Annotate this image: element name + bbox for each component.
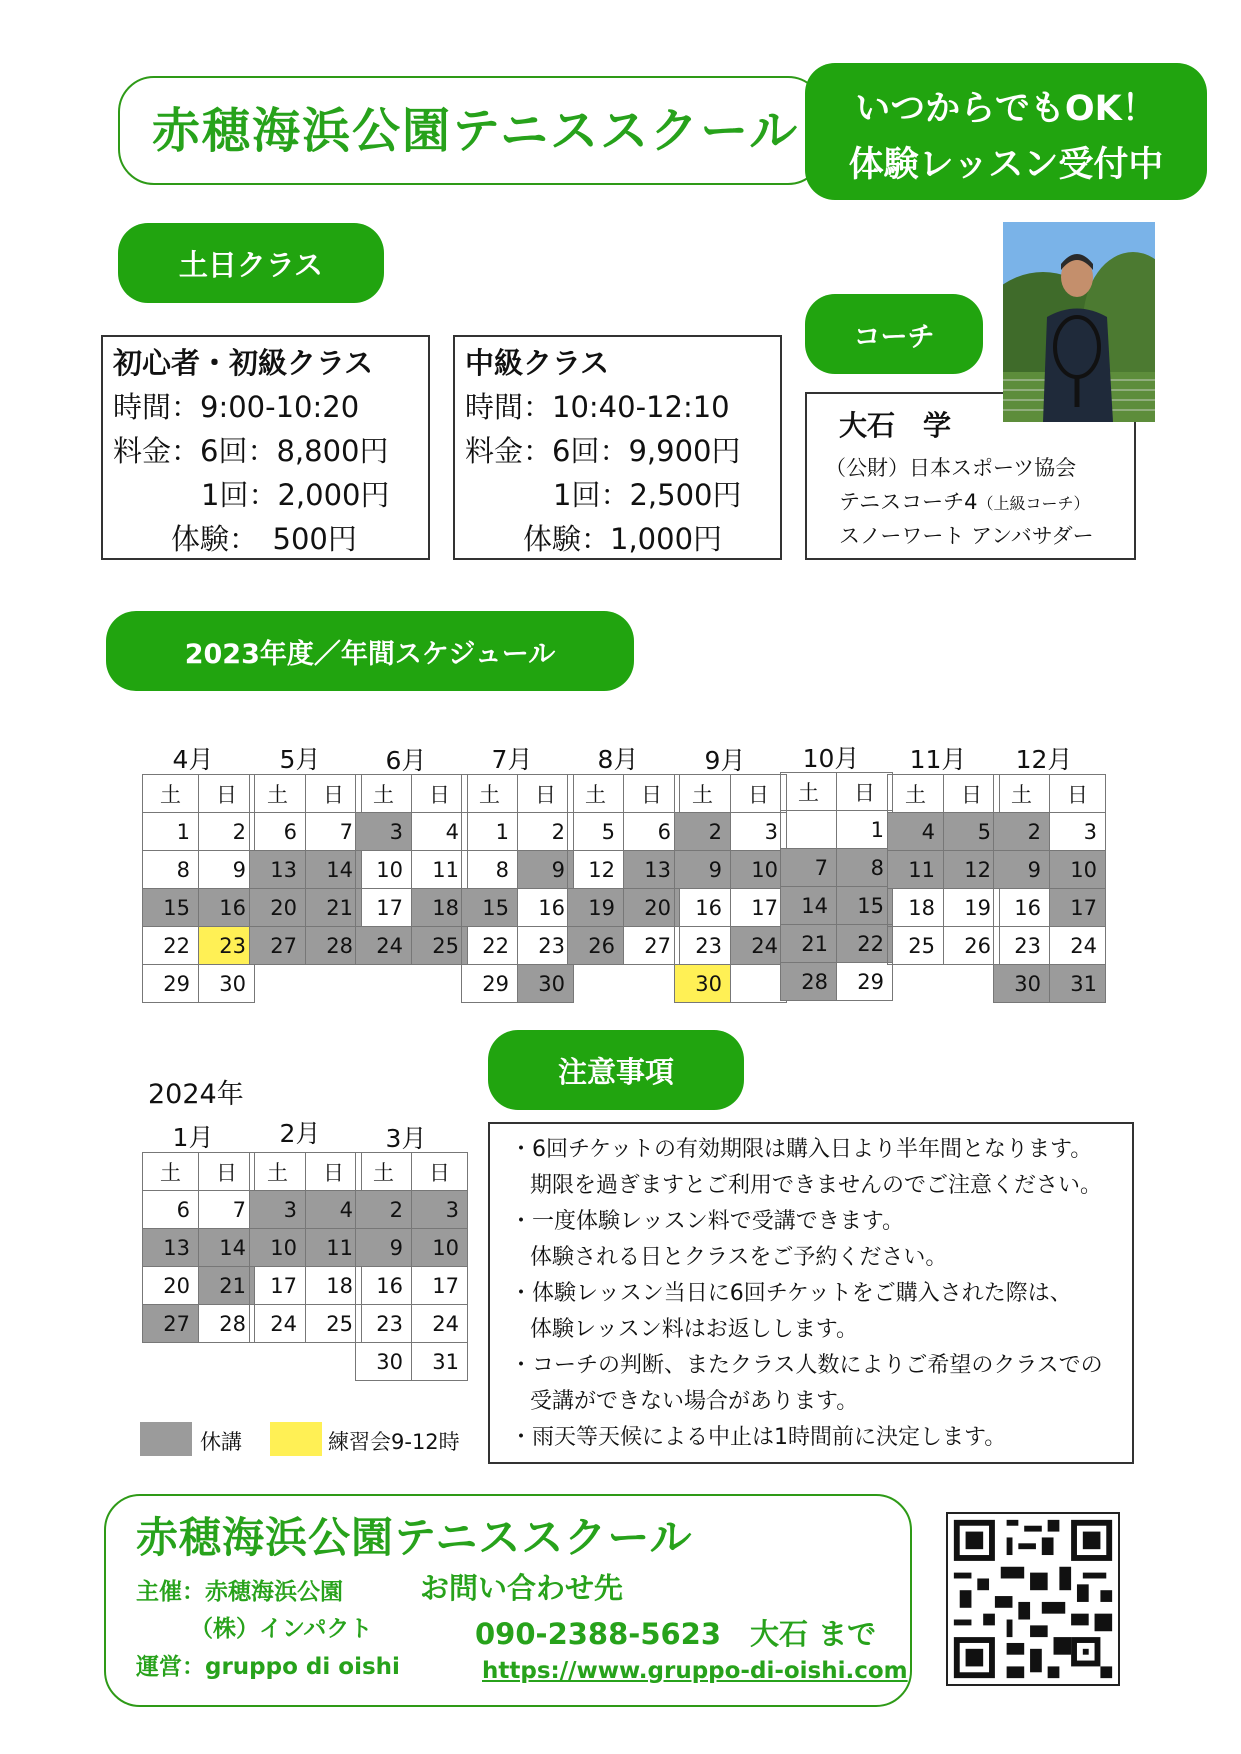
- intermediate-class-title: 中級クラス: [465, 346, 610, 380]
- contact-label: お問い合わせ先: [420, 1571, 624, 1605]
- month-label: 10月: [802, 744, 860, 773]
- sun-header: 日: [199, 775, 255, 813]
- month-label: 6月: [385, 746, 427, 775]
- coach-qualification-note: （上級コーチ）: [977, 494, 1090, 513]
- day-cell: 19: [944, 889, 1000, 927]
- day-cell: 21: [306, 889, 362, 927]
- day-cell: 30: [675, 965, 731, 1003]
- weekend-class-heading: 土日クラス: [118, 223, 384, 303]
- day-cell: 16: [994, 889, 1050, 927]
- sun-header: 日: [412, 775, 468, 813]
- day-cell: 23: [518, 927, 574, 965]
- day-cell: 10: [731, 851, 787, 889]
- coach-qualification-main: テニスコーチ4: [839, 490, 978, 514]
- day-cell: 22: [462, 927, 518, 965]
- month-label: 1月: [172, 1123, 214, 1152]
- day-cell: 3: [356, 813, 412, 851]
- notes-box: [488, 1122, 1134, 1464]
- day-cell: 17: [356, 889, 412, 927]
- day-cell: 26: [944, 927, 1000, 965]
- day-cell: 23: [675, 927, 731, 965]
- day-cell: 14: [306, 851, 362, 889]
- month-calendar: [461, 774, 574, 1003]
- day-cell: 12: [944, 851, 1000, 889]
- day-cell: 29: [143, 965, 199, 1003]
- month-label: 9月: [704, 746, 746, 775]
- sat-header: 土: [781, 773, 837, 811]
- day-cell: 31: [412, 1343, 468, 1381]
- day-cell: 21: [781, 925, 837, 963]
- day-cell: 10: [356, 851, 412, 889]
- day-cell: 31: [1050, 965, 1106, 1003]
- month-label: 8月: [597, 745, 639, 774]
- month-calendar: [567, 774, 680, 965]
- day-cell: 25: [306, 1305, 362, 1343]
- sun-header: 日: [412, 1153, 468, 1191]
- beginner-class-box: [101, 335, 430, 560]
- legend-closed-label: 休講: [200, 1430, 242, 1454]
- intermediate-class-time: 時間：10:40-12:10: [465, 390, 730, 424]
- day-cell: 1: [143, 813, 199, 851]
- day-cell: 13: [624, 851, 680, 889]
- sun-header: 日: [944, 775, 1000, 813]
- month-label: 7月: [491, 745, 533, 774]
- coach-affiliation: （公財）日本スポーツ協会: [825, 456, 1077, 480]
- footer-operator: 運営：gruppo di oishi: [136, 1654, 400, 1680]
- day-cell: 7: [199, 1191, 255, 1229]
- day-cell: 18: [306, 1267, 362, 1305]
- sat-header: 土: [462, 775, 518, 813]
- day-cell: 10: [250, 1229, 306, 1267]
- note-line: 体験される日とクラスをご予約ください。: [530, 1245, 948, 1270]
- beginner-class-fee-1: 1回：2,000円: [201, 478, 390, 512]
- day-cell: 27: [624, 927, 680, 965]
- footer-company: （株）インパクト: [190, 1616, 373, 1642]
- sat-header: 土: [250, 1153, 306, 1191]
- day-cell: 2: [518, 813, 574, 851]
- day-cell: 17: [412, 1267, 468, 1305]
- schedule-heading: 2023年度／年間スケジュール: [106, 611, 634, 691]
- day-cell: 13: [250, 851, 306, 889]
- day-cell: 2: [675, 813, 731, 851]
- day-cell: 1: [837, 811, 893, 849]
- beginner-class-fee-6: 料金：6回：8,800円: [113, 434, 389, 468]
- day-cell: 17: [1050, 889, 1106, 927]
- qr-code-image: [948, 1514, 1118, 1684]
- website-link[interactable]: https://www.gruppo-di-oishi.com: [482, 1658, 908, 1684]
- note-line: ・雨天等天候による中止は1時間前に決定します。: [510, 1425, 1007, 1450]
- coach-qualification: [839, 486, 1090, 516]
- trial-line-2: 体験レッスン受付中: [848, 145, 1164, 185]
- day-cell: 30: [356, 1343, 412, 1381]
- note-line: 期限を過ぎますとご利用できませんのでご注意ください。: [530, 1173, 1103, 1198]
- sat-header: 土: [250, 775, 306, 813]
- day-cell: 14: [781, 887, 837, 925]
- day-cell: 14: [199, 1229, 255, 1267]
- day-cell: 9: [675, 851, 731, 889]
- day-cell: 3: [731, 813, 787, 851]
- day-cell: 13: [143, 1229, 199, 1267]
- day-cell: 23: [356, 1305, 412, 1343]
- sat-header: 土: [994, 775, 1050, 813]
- contact-phone[interactable]: 090-2388-5623 大石 まで: [475, 1617, 877, 1651]
- month-calendar: [142, 774, 255, 1003]
- day-cell: 21: [199, 1267, 255, 1305]
- legend-practice-swatch: [270, 1422, 322, 1456]
- note-line: ・コーチの判断、またクラス人数によりご希望のクラスでの: [510, 1353, 1103, 1378]
- day-cell: 18: [412, 889, 468, 927]
- day-cell: 24: [1050, 927, 1106, 965]
- day-cell: 12: [568, 851, 624, 889]
- month-calendar: [249, 1152, 362, 1343]
- sun-header: 日: [731, 775, 787, 813]
- sat-header: 土: [143, 1153, 199, 1191]
- day-cell: 19: [568, 889, 624, 927]
- day-cell: 22: [143, 927, 199, 965]
- month-label: 4月: [172, 745, 214, 774]
- note-line: ・体験レッスン当日に6回チケットをご購入された際は、: [510, 1281, 1072, 1306]
- sun-header: 日: [624, 775, 680, 813]
- legend-closed-swatch: [140, 1422, 192, 1456]
- month-calendar: [887, 774, 1000, 965]
- trial-line-1: いつからでもOK！: [855, 89, 1157, 129]
- day-cell: 28: [781, 963, 837, 1001]
- sun-header: 日: [306, 775, 362, 813]
- month-calendar: [674, 774, 787, 1003]
- day-cell: 15: [462, 889, 518, 927]
- sat-header: 土: [675, 775, 731, 813]
- sat-header: 土: [568, 775, 624, 813]
- day-cell: 6: [624, 813, 680, 851]
- day-cell: 8: [462, 851, 518, 889]
- day-cell: 10: [412, 1229, 468, 1267]
- coach-ambassador: スノーワート アンバサダー: [839, 524, 1094, 548]
- sun-header: 日: [199, 1153, 255, 1191]
- intermediate-class-fee-6: 料金：6回：9,900円: [465, 434, 741, 468]
- month-calendar: [355, 774, 468, 965]
- qr-code[interactable]: [946, 1512, 1120, 1686]
- intermediate-class-trial: 体験：1,000円: [523, 522, 723, 556]
- day-cell: 22: [837, 925, 893, 963]
- day-cell: 29: [837, 963, 893, 1001]
- day-cell: 17: [731, 889, 787, 927]
- day-cell: 29: [462, 965, 518, 1003]
- beginner-class-time: 時間：9:00-10:20: [113, 390, 360, 424]
- intermediate-class-fee-1: 1回：2,500円: [553, 478, 742, 512]
- note-line: 受講ができない場合があります。: [530, 1389, 859, 1414]
- day-cell: 16: [199, 889, 255, 927]
- day-cell: 3: [1050, 813, 1106, 851]
- day-cell: 3: [412, 1191, 468, 1229]
- sun-header: 日: [837, 773, 893, 811]
- day-cell: 2: [994, 813, 1050, 851]
- note-line: 体験レッスン料はお返しします。: [530, 1317, 859, 1342]
- day-cell: 16: [518, 889, 574, 927]
- notes-heading: 注意事項: [488, 1030, 744, 1110]
- day-cell: 4: [412, 813, 468, 851]
- day-cell: 30: [518, 965, 574, 1003]
- day-cell: 16: [675, 889, 731, 927]
- day-cell: 11: [888, 851, 944, 889]
- day-cell: 23: [199, 927, 255, 965]
- day-cell: 1: [462, 813, 518, 851]
- month-label: 3月: [385, 1124, 427, 1153]
- sun-header: 日: [518, 775, 574, 813]
- day-cell: 11: [412, 851, 468, 889]
- month-label: 2月: [279, 1119, 321, 1148]
- day-cell: 8: [143, 851, 199, 889]
- day-cell: 27: [143, 1305, 199, 1343]
- day-cell: 18: [888, 889, 944, 927]
- month-calendar: [780, 772, 893, 1001]
- day-cell: 10: [1050, 851, 1106, 889]
- day-cell: 20: [250, 889, 306, 927]
- day-cell: 28: [306, 927, 362, 965]
- day-cell: 9: [356, 1229, 412, 1267]
- beginner-class-title: 初心者・初級クラス: [113, 346, 374, 380]
- sat-header: 土: [143, 775, 199, 813]
- day-cell: 4: [306, 1191, 362, 1229]
- month-label: 11月: [909, 745, 967, 774]
- intermediate-class-box: [453, 335, 782, 560]
- month-calendar: [993, 774, 1106, 1003]
- note-line: ・一度体験レッスン料で受講できます。: [510, 1209, 905, 1234]
- legend-practice-label: 練習会9-12時: [328, 1430, 460, 1454]
- trial-badge: [805, 63, 1207, 200]
- day-cell: 4: [888, 813, 944, 851]
- day-cell: 5: [568, 813, 624, 851]
- day-cell: 24: [356, 927, 412, 965]
- day-cell: 20: [624, 889, 680, 927]
- day-cell: 25: [412, 927, 468, 965]
- sun-header: 日: [1050, 775, 1106, 813]
- sat-header: 土: [356, 775, 412, 813]
- day-cell: 6: [250, 813, 306, 851]
- day-cell: 16: [356, 1267, 412, 1305]
- day-cell: 25: [888, 927, 944, 965]
- day-cell: 30: [994, 965, 1050, 1003]
- coach-photo: [1003, 222, 1155, 422]
- year-2024-label: 2024年: [148, 1079, 244, 1110]
- day-cell: 7: [306, 813, 362, 851]
- day-cell: 5: [944, 813, 1000, 851]
- note-line: ・6回チケットの有効期限は購入日より半年間となります。: [510, 1137, 1093, 1162]
- day-cell: 20: [143, 1267, 199, 1305]
- day-cell: 26: [568, 927, 624, 965]
- coach-name: 大石 学: [839, 409, 952, 442]
- footer-title: 赤穂海浜公園テニススクール: [136, 1513, 693, 1562]
- beginner-class-trial: 体験： 500円: [171, 522, 357, 556]
- coach-heading: コーチ: [805, 294, 983, 374]
- sat-header: 土: [888, 775, 944, 813]
- day-cell: 7: [781, 849, 837, 887]
- sat-header: 土: [356, 1153, 412, 1191]
- day-cell: 24: [731, 927, 787, 965]
- month-label: 5月: [279, 745, 321, 774]
- day-cell: 30: [199, 965, 255, 1003]
- footer-host: 主催：赤穂海浜公園: [136, 1579, 343, 1605]
- day-cell: 2: [356, 1191, 412, 1229]
- day-cell: 11: [306, 1229, 362, 1267]
- day-cell: 3: [250, 1191, 306, 1229]
- month-label: 12月: [1015, 745, 1073, 774]
- day-cell: 8: [837, 849, 893, 887]
- day-cell: 9: [994, 851, 1050, 889]
- day-cell: 9: [199, 851, 255, 889]
- day-cell: 28: [199, 1305, 255, 1343]
- day-cell: 6: [143, 1191, 199, 1229]
- page-title: 赤穂海浜公園テニススクール: [152, 103, 800, 159]
- sun-header: 日: [306, 1153, 362, 1191]
- month-calendar: [249, 774, 362, 965]
- day-cell: 17: [250, 1267, 306, 1305]
- day-cell: 23: [994, 927, 1050, 965]
- day-cell: 24: [250, 1305, 306, 1343]
- day-cell: 2: [199, 813, 255, 851]
- day-cell: 27: [250, 927, 306, 965]
- day-cell: 9: [518, 851, 574, 889]
- day-cell: 15: [143, 889, 199, 927]
- day-cell: [731, 965, 787, 1003]
- day-cell: [781, 811, 837, 849]
- month-calendar: [142, 1152, 255, 1343]
- day-cell: 24: [412, 1305, 468, 1343]
- day-cell: 15: [837, 887, 893, 925]
- month-calendar: [355, 1152, 468, 1381]
